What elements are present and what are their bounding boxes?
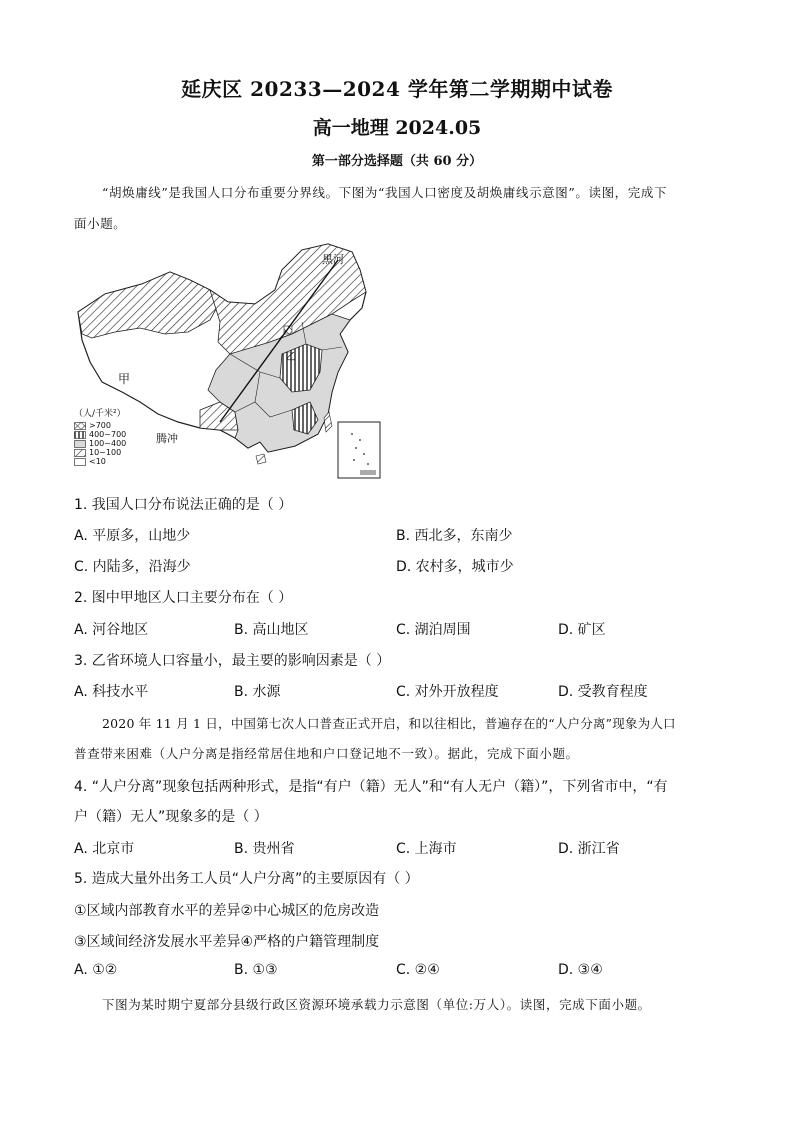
q1-stem: 1. 我国人口分布说法正确的是（ ） — [74, 497, 293, 513]
map-hainan — [256, 454, 266, 464]
q2-stem: 2. 图中甲地区人口主要分布在（ ） — [74, 590, 293, 606]
exam-subtitle: 高一地理 2024.05 — [312, 117, 482, 139]
q3-option-b[interactable]: B. 水源 — [234, 684, 281, 700]
q4-stem-line1: 4. “人户分离”现象包括两种形式，是指“有户（籍）无人”和“有人无户（籍）”，下列省市中，“有 — [74, 779, 668, 795]
q1-option-b[interactable]: B. 西北多，东南少 — [396, 528, 513, 544]
map-inset-box — [338, 422, 380, 478]
intro3-line1: 下图为某时期宁夏部分县级行政区资源环境承载力示意图（单位:万人）。读图，完成下面小题。 — [102, 997, 651, 1012]
intro2-line1: 2020 年 11 月 1 日，中国第七次人口普查正式开启，和以往相比，普遍存在的“人户分离”现象为人口 — [102, 716, 676, 731]
exam-title: 延庆区 20233—2024 学年第二学期期中试卷 — [181, 77, 613, 101]
legend-item: <10 — [74, 457, 144, 466]
q2-option-d[interactable]: D. 矿区 — [558, 622, 606, 638]
q3-option-a[interactable]: A. 科技水平 — [74, 684, 149, 700]
q1-option-d[interactable]: D. 农村多，城市少 — [396, 559, 514, 575]
intro2-line2: 普查带来困难（人户分离是指经常居住地和户口登记地不一致）。据此，完成下面小题。 — [74, 746, 579, 761]
q5-option-b[interactable]: B. ①③ — [234, 962, 278, 978]
q4-option-a[interactable]: A. 北京市 — [74, 841, 135, 857]
legend-item: >700 — [74, 421, 144, 430]
q4-stem-line2: 户（籍）无人”现象多的是（ ） — [74, 809, 268, 825]
legend-item: 100~400 — [74, 439, 144, 448]
china-population-density-map — [70, 242, 390, 482]
q3-stem: 3. 乙省环境人口容量小，最主要的影响因素是（ ） — [74, 653, 391, 669]
legend-title: （人/千米²） — [74, 409, 126, 419]
q5-statement-line2: ③区域间经济发展水平差异④严格的户籍管理制度 — [74, 934, 380, 950]
map-label-jia: 甲 — [118, 372, 131, 386]
q4-option-b[interactable]: B. 贵州省 — [234, 841, 295, 857]
intro1-line2: 面小题。 — [74, 216, 127, 231]
map-label-yi: 乙 — [286, 352, 296, 363]
q5-option-d[interactable]: D. ③④ — [558, 962, 603, 978]
legend-item: 400~700 — [74, 430, 144, 439]
map-label-tengchong: 腾冲 — [156, 432, 178, 445]
map-label-heihe: 黑河 — [322, 253, 344, 266]
q4-option-c[interactable]: C. 上海市 — [396, 841, 457, 857]
q5-option-c[interactable]: C. ②④ — [396, 962, 440, 978]
q3-option-d[interactable]: D. 受教育程度 — [558, 684, 648, 700]
legend-item: 10~100 — [74, 448, 144, 457]
q5-option-a[interactable]: A. ①② — [74, 962, 118, 978]
intro1-line1: “胡焕庸线”是我国人口分布重要分界线。下图为“我国人口密度及胡焕庸线示意图”。读图，完成下 — [102, 185, 668, 200]
q1-option-c[interactable]: C. 内陆多，沿海少 — [74, 559, 191, 575]
q2-option-b[interactable]: B. 高山地区 — [234, 622, 309, 638]
q3-option-c[interactable]: C. 对外开放程度 — [396, 684, 499, 700]
section-heading: 第一部分选择题（共 60 分） — [311, 154, 483, 169]
q5-stem: 5. 造成大量外出务工人员“人户分离”的主要原因有（ ） — [74, 871, 419, 887]
q2-option-a[interactable]: A. 河谷地区 — [74, 622, 149, 638]
q4-option-d[interactable]: D. 浙江省 — [558, 841, 620, 857]
q1-option-a[interactable]: A. 平原多，山地少 — [74, 528, 191, 544]
map-legend — [74, 406, 144, 466]
q5-statement-line1: ①区域内部教育水平的差异②中心城区的危房改造 — [74, 903, 380, 919]
q2-option-c[interactable]: C. 湖泊周围 — [396, 622, 471, 638]
